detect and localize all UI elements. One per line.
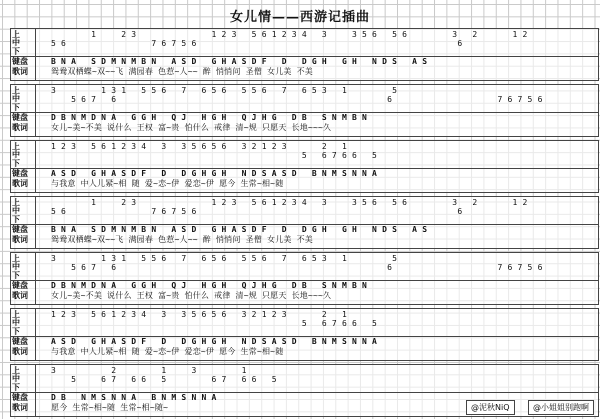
note-middle-row: 5 6 7 6 6 7 6 7 5 6 — [51, 263, 543, 272]
lyrics-row: 鸳鸯双栖蝶~双~~飞 满园春 色惹~人~~ 醉 悄悄问 圣僧 女儿美 不美 — [51, 235, 314, 244]
row-label: 键盘 — [12, 337, 28, 346]
keyboard-row: D B N M D N A G G H Q J H G H Q J H G D B S N M B N — [51, 113, 368, 122]
row-label: 下 — [12, 103, 20, 112]
score-block — [10, 196, 599, 249]
lyrics-row: 女儿~美~不美 说什么 王权 富~贵 怕什么 戒律 清~规 只愿天 长地~~~久 — [51, 123, 332, 132]
keyboard-row: B N A S D M N M B N A S D G H A S D F D D G H G H N D S A S — [51, 57, 428, 66]
row-label: 上 — [12, 366, 20, 375]
score-block — [10, 252, 599, 305]
lyrics-row: 鸳鸯双栖蝶~双~~飞 满园春 色惹~人~~ 醉 悄悄问 圣僧 女儿美 不美 — [51, 67, 314, 76]
keyboard-row: B N A S D M N M B N A S D G H A S D F D D G H G H N D S A S — [51, 225, 428, 234]
score-block — [10, 308, 599, 361]
score-block — [10, 140, 599, 193]
note-upper-row: 1 2 3 5 6 1 2 3 4 3 3 5 6 5 6 3 2 1 2 3 2 1 — [51, 142, 347, 151]
row-label: 歌词 — [12, 67, 28, 76]
row-label: 下 — [12, 271, 20, 280]
note-middle-row: 5 6 7 6 6 5 6 7 6 6 5 — [51, 375, 277, 384]
note-upper-row: 3 1 3 1 5 5 6 7 6 5 6 5 5 6 7 6 5 3 1 5 — [51, 86, 398, 95]
row-label: 中 — [12, 206, 20, 215]
row-label: 下 — [12, 159, 20, 168]
row-label: 上 — [12, 30, 20, 39]
row-label: 中 — [12, 38, 20, 47]
row-label: 中 — [12, 374, 20, 383]
keyboard-row: A S D G H A S D F D D G H G H N D S A S D B N M S N N A — [51, 337, 378, 346]
row-label: 中 — [12, 318, 20, 327]
note-upper-row: 1 2 3 5 6 1 2 3 4 3 3 5 6 5 6 3 2 1 2 3 2 1 — [51, 310, 347, 319]
row-label: 歌词 — [12, 347, 28, 356]
row-label: 上 — [12, 142, 20, 151]
note-middle-row: 5 6 7 6 7 5 6 6 — [51, 207, 463, 216]
lyrics-row: 愿今 生常~相~随 生常~相~随~ — [51, 403, 169, 412]
lyrics-row: 与我意 中人儿紧~相 随 爱~恋~伊 爱恋~伊 愿今 生常~相~随 — [51, 179, 284, 188]
note-upper-row: 1 2 3 1 2 3 5 6 1 2 3 4 3 3 5 6 5 6 3 2 1 2 — [51, 198, 528, 207]
lyrics-row: 与我意 中人儿紧~相 随 爱~恋~伊 爱恋~伊 愿今 生常~相~随 — [51, 347, 284, 356]
row-label: 键盘 — [12, 393, 28, 402]
row-label: 键盘 — [12, 169, 28, 178]
row-label: 中 — [12, 262, 20, 271]
keyboard-row: A S D G H A S D F D D G H G H N D S A S D B N M S N N A — [51, 169, 378, 178]
row-label: 上 — [12, 86, 20, 95]
row-label: 歌词 — [12, 123, 28, 132]
row-label: 键盘 — [12, 225, 28, 234]
row-label: 下 — [12, 383, 20, 392]
row-label: 上 — [12, 254, 20, 263]
row-label: 歌词 — [12, 291, 28, 300]
page-title: 女儿情——西游记插曲 — [229, 10, 370, 25]
row-label: 歌词 — [12, 403, 28, 412]
credit-uploader: @小姐姐别跑啊 — [528, 400, 594, 415]
row-label: 歌词 — [12, 235, 28, 244]
note-upper-row: 3 1 3 1 5 5 6 7 6 5 6 5 5 6 7 6 5 3 1 5 — [51, 254, 398, 263]
note-middle-row: 5 6 7 6 6 5 — [51, 319, 378, 328]
credit-author: @泥秋NiQ — [466, 400, 515, 415]
note-middle-row: 5 6 7 6 6 7 6 7 5 6 — [51, 95, 543, 104]
row-label: 中 — [12, 94, 20, 103]
row-label: 键盘 — [12, 113, 28, 122]
row-label: 歌词 — [12, 179, 28, 188]
row-label: 中 — [12, 150, 20, 159]
score-block — [10, 28, 599, 81]
note-middle-row: 5 6 7 6 7 5 6 6 — [51, 39, 463, 48]
keyboard-row: D B N M S N N A B N M S N N A — [51, 393, 217, 402]
row-label: 下 — [12, 215, 20, 224]
row-label: 下 — [12, 327, 20, 336]
note-middle-row: 5 6 7 6 6 5 — [51, 151, 378, 160]
score-block — [10, 84, 599, 137]
row-label: 键盘 — [12, 281, 28, 290]
lyrics-row: 女儿~美~不美 说什么 王权 富~贵 怕什么 戒律 清~规 只愿天 长地~~~久 — [51, 291, 332, 300]
row-label: 上 — [12, 198, 20, 207]
keyboard-row: D B N M D N A G G H Q J H G H Q J H G D B S N M B N — [51, 281, 368, 290]
row-label: 键盘 — [12, 57, 28, 66]
row-label: 下 — [12, 47, 20, 56]
note-upper-row: 1 2 3 1 2 3 5 6 1 2 3 4 3 3 5 6 5 6 3 2 1 2 — [51, 30, 528, 39]
note-upper-row: 3 2 1 3 1 — [51, 366, 247, 375]
row-label: 上 — [12, 310, 20, 319]
